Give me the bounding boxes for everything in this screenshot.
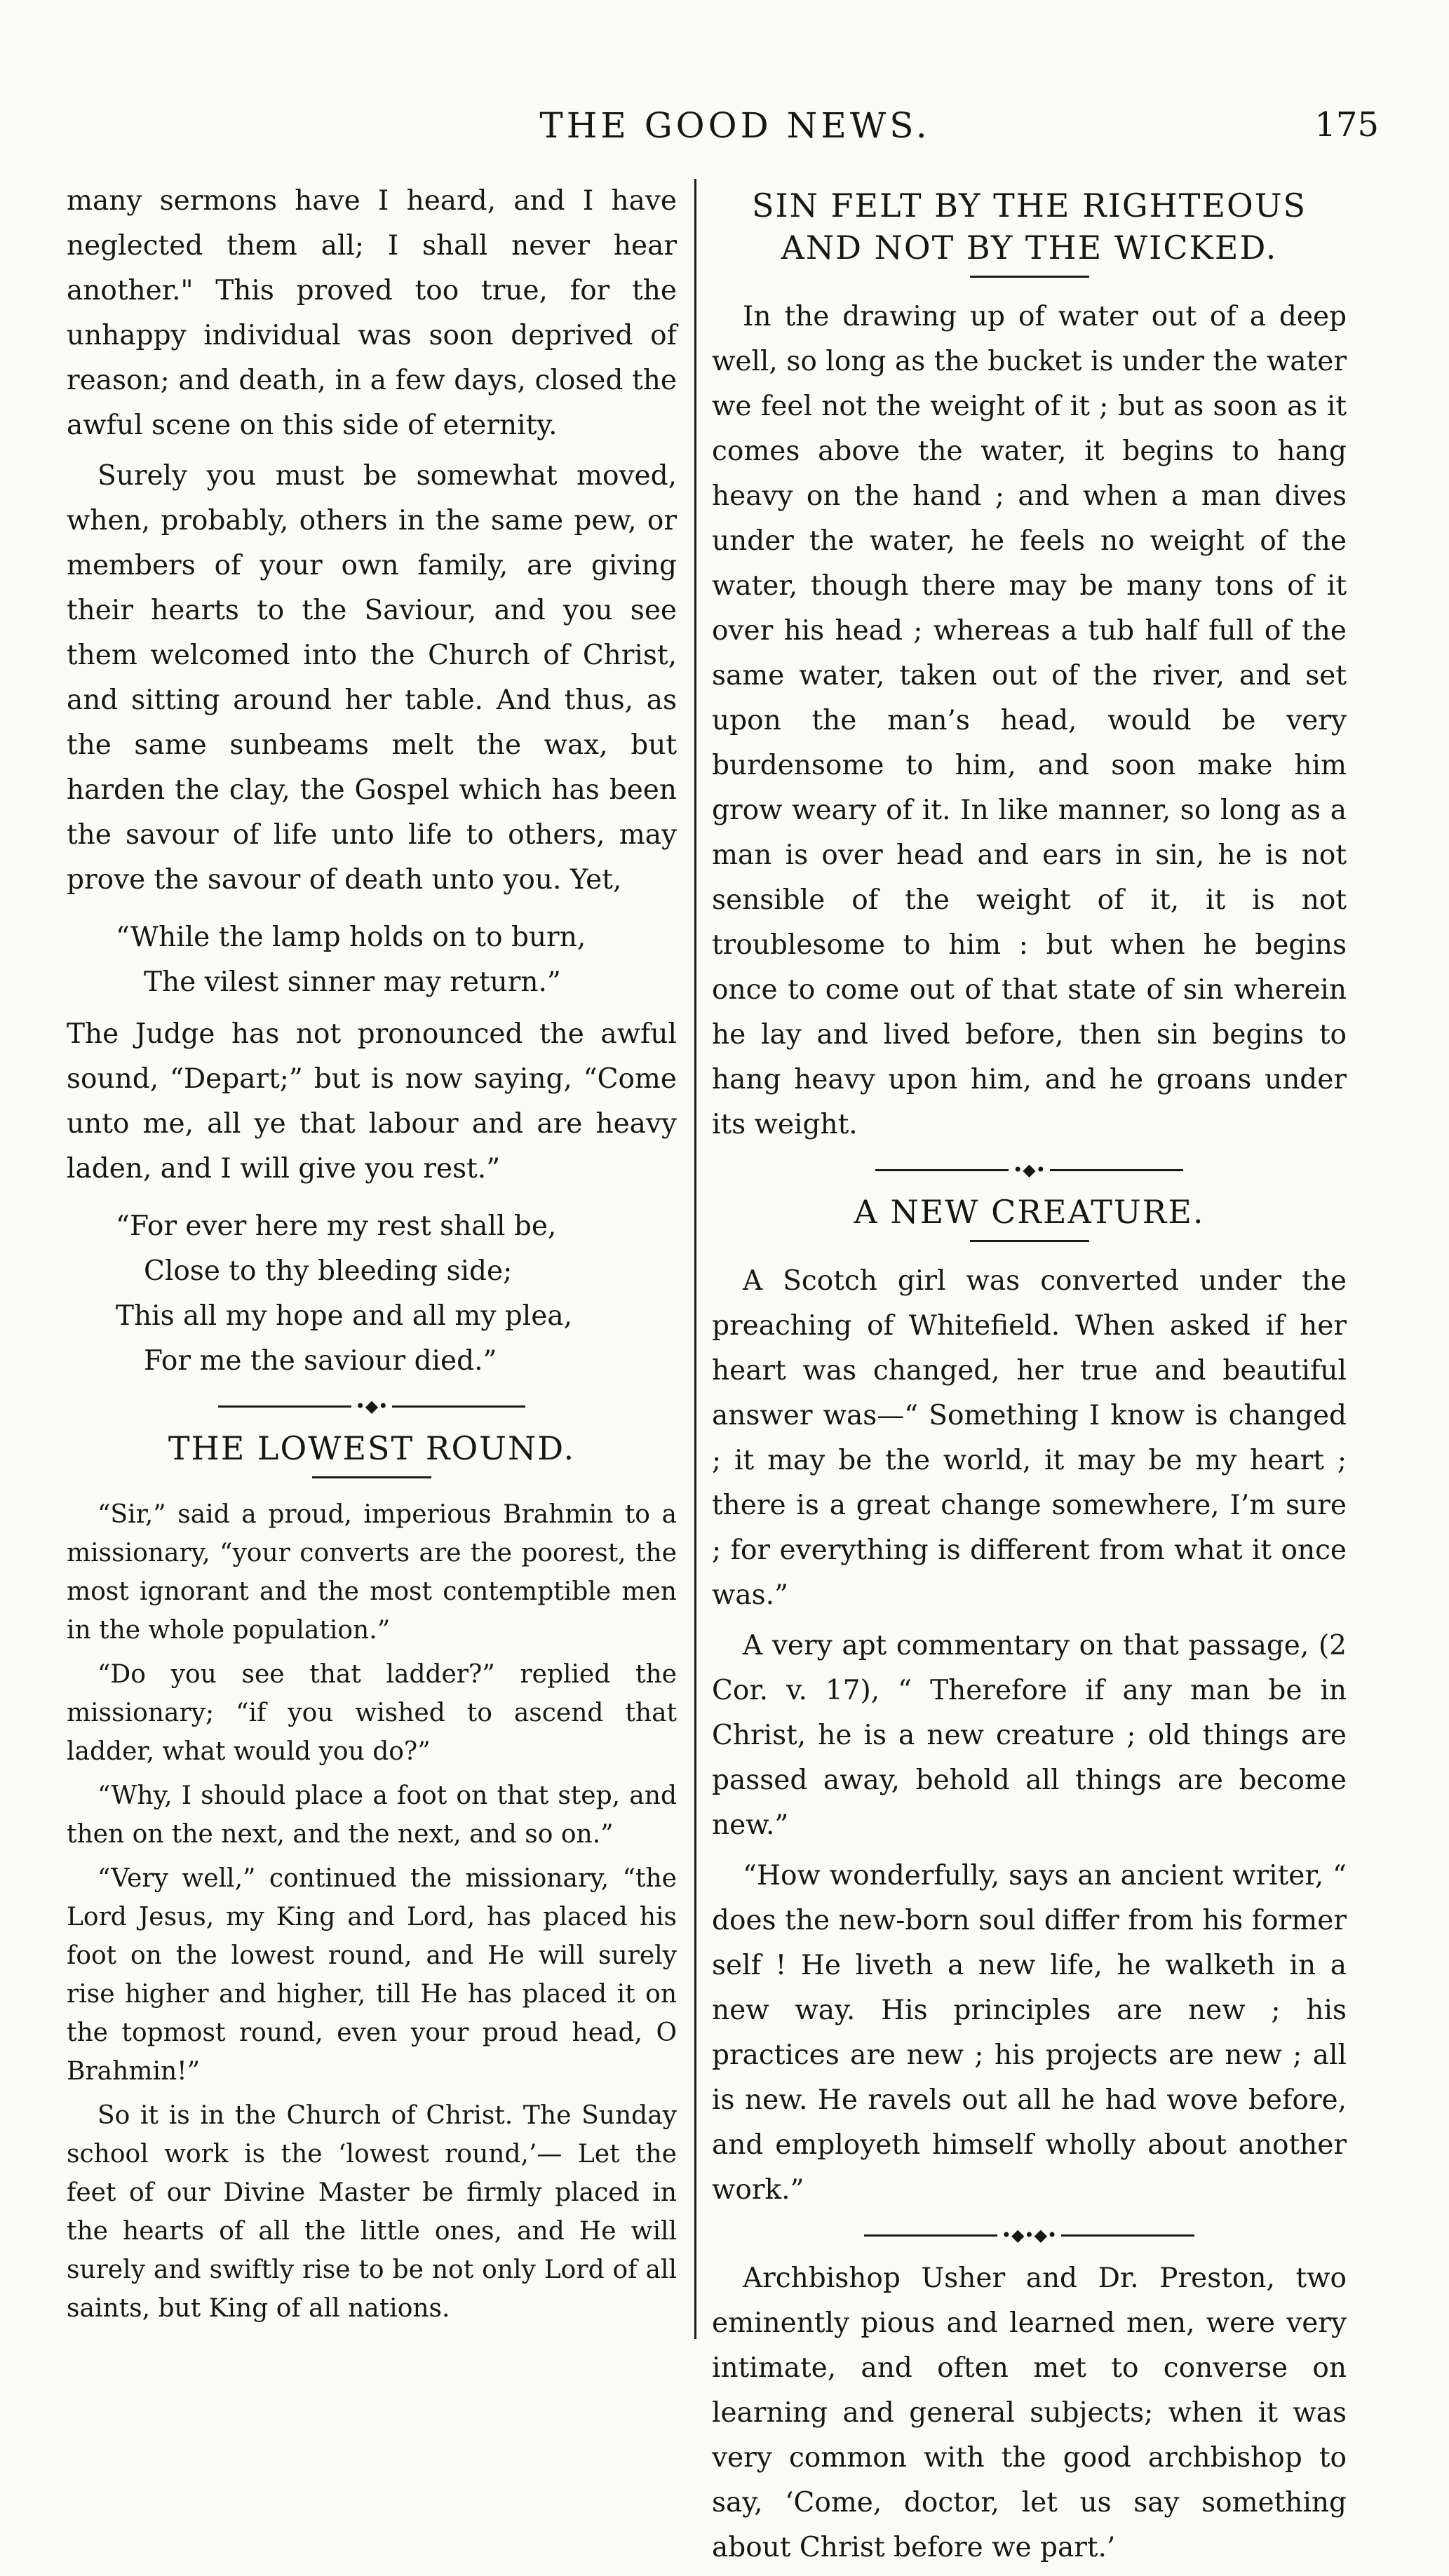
paragraph: The Judge has not pronounced the awful sound, “Depart;” but is now saying, “Come unto me, all ye that labour and are heavy laden, and I will give you rest.” [67,1018,677,1185]
paragraph: A Scotch girl was converted under the preaching of Whitefield. When asked if her heart was changed, her true and beautiful answer was—“ Something I know is changed ; it may be the world, it may be my heart ; there is a great change somewhere, I’m sure ; for everything is different from what it once was.” [712,1265,1347,1611]
paragraph: “How wonderfully, says an ancient writer, “ does the new-born soul differ from his former self ! He liveth a new life, he walketh in a new way. His principles are new ; his practices are new ; his projects are new ; all is new. He ravels out all he had wove before, and employeth himself wholly about another work.” [712,1860,1347,2206]
ornament-glyph: •◆• [355,1396,389,1416]
paragraph: Surely you must be somewhat moved, when, probably, others in the same pew, or members of your own family, are giving their hearts to the Saviour, and you see them welcomed into the Church of Christ, and sitting around her table. And thus, as the same sunbeams melt the wax, but harden the clay, the Gospel which has been the savour of life unto life to others, may prove the savour of death unto you. Yet, [67,460,677,896]
paragraph: A very apt commentary on that passage, (2 Cor. v. 17), “ Therefore if any man be in Christ, he is a new creature ; old things are passed away, behold all things are become new.” [712,1630,1347,1841]
verse-line: “For ever here my rest shall be, [116,1211,557,1242]
article-heading-sin-felt: SIN FELT BY THE RIGHTEOUS AND NOT BY THE WICKED. [751,187,1307,267]
paragraph: Archbishop Usher and Dr. Preston, two eminently pious and learned men, were very intimate, and often met to converse on learning and general subjects; when it was very common with the good archbishop to say, ‘Come, doctor, let us say something about Christ before we part.’ [712,2263,1347,2563]
paragraph: “Do you see that ladder?” replied the missionary; “if you wished to ascend that ladder, what would you do?” [67,1660,677,1766]
article-body [67,1495,677,2328]
verse-quote [116,1204,677,1384]
verse-line: The vilest sinner may return.” [144,966,561,998]
verse-line: For me the saviour died.” [144,1345,497,1377]
section-ornament [67,1398,677,1415]
heading-rule [970,1240,1089,1242]
right-column [712,179,1347,2576]
page-number: 175 [1314,105,1379,144]
verse-line: Close to thy bleeding side; [144,1255,513,1287]
verse-line: “While the lamp holds on to burn, [116,922,586,953]
paragraph: “Sir,” said a proud, imperious Brahmin to a missionary, “your converts are the poorest, the most ignorant and the most contemptible men in the whole population.” [67,1500,677,1645]
ornament-glyph: •◆•◆• [1001,2225,1058,2245]
publication-title: THE GOOD NEWS. [539,105,931,146]
heading-rule [312,1476,431,1478]
running-head [70,105,1400,147]
paragraph: “Very well,” continued the missionary, “the Lord Jesus, my King and Lord, has placed his foot on the lowest round, and He will surely rise higher and higher, till He has placed it on the topmost round, even your proud head, O Brahmin!” [67,1864,677,2086]
article-heading-new-creature: A NEW CREATURE. [854,1193,1205,1231]
verse-quote [116,915,677,1005]
paragraph: So it is in the Church of Christ. The Sunday school work is the ‘lowest round,’— Let the feet of our Divine Master be firmly placed in the hearts of all the little ones, and He will surely and swiftly rise to be not only Lord of all saints, but King of all nations. [67,2101,677,2323]
left-column [67,179,677,2333]
paragraph: “Why, I should place a foot on that step, and then on the next, and the next, and so on.” [67,1781,677,1849]
paragraph: In the drawing up of water out of a deep well, so long as the bucket is under the water we feel not the weight of it ; but as soon as it comes above the water, it begins to hang heavy on the hand ; and when a man dives under the water, he feels no weight of the water, though there may be many tons of it over his head ; whereas a tub half full of the same water, taken out of the river, and set upon the man’s head, would be very burdensome to him, and soon make him grow weary of it. In like manner, so long as a man is over head and ears in sin, he is not sensible of the weight of it, it is not troublesome to him : but when he begins once to come out of that state of sin wherein he lay and lived before, then sin begins to hang heavy upon him, and he groans under its weight. [712,301,1347,1140]
paragraph: many sermons have I heard, and I have neglected them all; I shall never hear another." This proved too true, for the unhappy individual was soon deprived of reason; and death, in a few days, closed the awful scene on this side of eternity. [67,185,677,441]
section-ornament [712,2227,1347,2244]
ornament-glyph: •◆• [1013,1160,1046,1180]
heading-rule [970,276,1089,278]
article-heading-lowest-round: THE LOWEST ROUND. [168,1429,576,1467]
verse-line: This all my hope and all my plea, [116,1300,572,1332]
section-ornament [712,1161,1347,1178]
column-divider [694,179,696,2339]
